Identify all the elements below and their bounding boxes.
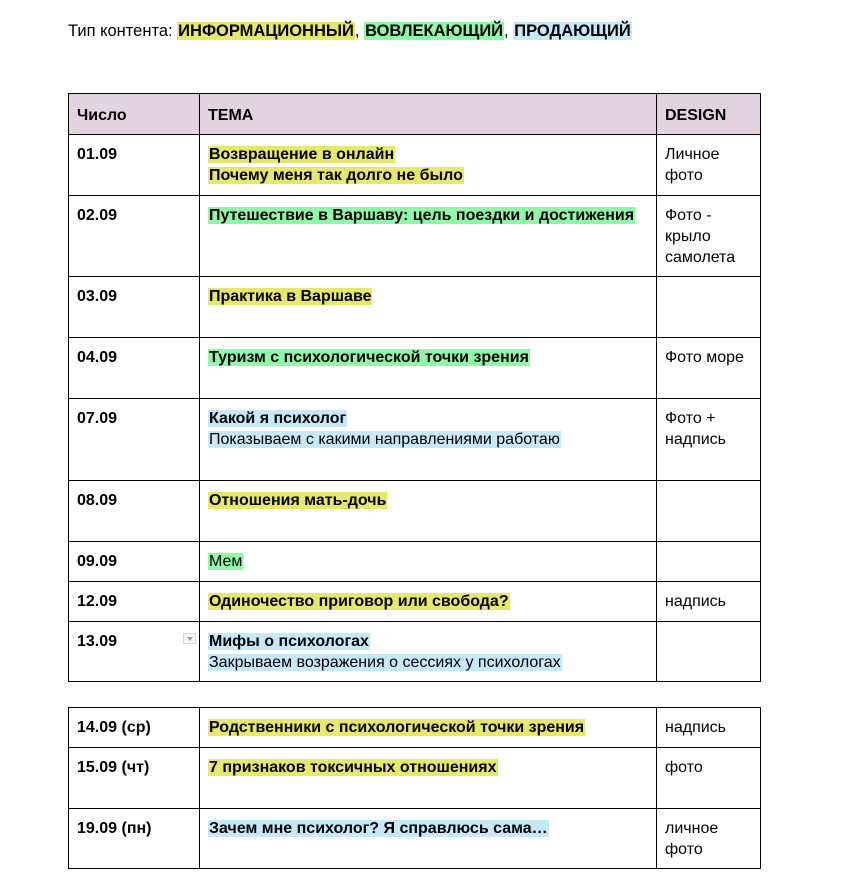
topic-title: Родственники с психологической точки зрения xyxy=(209,719,585,736)
content-plan-table xyxy=(68,93,761,682)
row-topic[interactable] xyxy=(200,196,657,277)
row-design[interactable]: надпись xyxy=(657,582,761,622)
row-date[interactable]: 09.09 xyxy=(69,542,200,582)
row-topic[interactable] xyxy=(200,708,657,748)
legend-engaging-tag: ВОВЛЕКАЮЩИЙ xyxy=(365,22,504,40)
content-type-legend xyxy=(68,20,632,42)
header-date: Число xyxy=(69,94,200,135)
row-date[interactable]: 04.09 xyxy=(69,338,200,399)
legend-separator: , xyxy=(504,22,514,40)
row-topic[interactable] xyxy=(200,399,657,481)
topic-title: Какой я психолог xyxy=(209,410,347,427)
topic-title: Туризм с психологической точки зрения xyxy=(209,349,529,366)
topic-title: Одиночество приговор или свобода? xyxy=(209,593,509,610)
row-design[interactable]: фото xyxy=(657,748,761,809)
legend-prefix: Тип контента: xyxy=(68,22,178,40)
topic-title: 7 признаков токсичных отношениях xyxy=(209,759,497,776)
row-date[interactable]: 02.09 xyxy=(69,196,200,277)
row-design[interactable] xyxy=(657,622,761,682)
table-row xyxy=(69,196,761,277)
row-design[interactable] xyxy=(657,277,761,338)
legend-separator: , xyxy=(354,22,365,40)
topic-title: Мифы о психологах xyxy=(209,633,369,650)
table-row xyxy=(69,135,761,196)
row-design[interactable]: Фото + надпись xyxy=(657,399,761,481)
row-topic[interactable] xyxy=(200,481,657,542)
topic-title: Зачем мне психолог? Я справлюсь сама… xyxy=(209,820,548,837)
row-design[interactable]: надпись xyxy=(657,708,761,748)
header-design: DESIGN xyxy=(657,94,761,135)
table-row xyxy=(69,542,761,582)
row-design[interactable] xyxy=(657,542,761,582)
row-topic[interactable] xyxy=(200,748,657,809)
topic-title: Путешествие в Варшаву: цель поездки и достижения xyxy=(209,207,635,224)
content-plan-table-2 xyxy=(68,707,761,869)
row-design[interactable]: Фото - крыло самолета xyxy=(657,196,761,277)
topic-subtitle: Мем xyxy=(209,553,243,570)
row-topic[interactable] xyxy=(200,135,657,196)
legend-selling-tag: ПРОДАЮЩИЙ xyxy=(514,22,631,40)
row-date[interactable]: 12.09 xyxy=(69,582,200,622)
table-row xyxy=(69,708,761,748)
row-date[interactable]: 14.09 (ср) xyxy=(69,708,200,748)
row-topic[interactable] xyxy=(200,338,657,399)
topic-subtitle: Закрываем возражения о сессиях у психологах xyxy=(209,654,561,671)
header-topic: ТЕМА xyxy=(200,94,657,135)
row-topic[interactable] xyxy=(200,542,657,582)
row-topic[interactable] xyxy=(200,277,657,338)
table-row xyxy=(69,809,761,869)
row-date[interactable] xyxy=(69,622,200,682)
row-date[interactable]: 19.09 (пн) xyxy=(69,809,200,869)
row-design[interactable]: личное фото xyxy=(657,809,761,869)
table-row xyxy=(69,399,761,481)
topic-title: Отношения мать-дочь xyxy=(209,492,387,509)
row-date[interactable]: 03.09 xyxy=(69,277,200,338)
table-header-row xyxy=(69,94,761,135)
row-design[interactable]: Фото море xyxy=(657,338,761,399)
table-row xyxy=(69,481,761,542)
table-row xyxy=(69,748,761,809)
table-row xyxy=(69,277,761,338)
row-date[interactable]: 08.09 xyxy=(69,481,200,542)
row-date[interactable]: 07.09 xyxy=(69,399,200,481)
row-topic[interactable] xyxy=(200,622,657,682)
row-design[interactable] xyxy=(657,481,761,542)
topic-title: Возвращение в онлайн xyxy=(209,146,395,163)
topic-title: Практика в Варшаве xyxy=(209,288,372,305)
row-date-text: 13.09 xyxy=(77,633,118,650)
legend-info-tag: ИНФОРМАЦИОННЫЙ xyxy=(178,22,354,40)
row-design[interactable]: Личное фото xyxy=(657,135,761,196)
dropdown-arrow-icon[interactable] xyxy=(183,633,196,644)
topic-title-2: Почему меня так долго не было xyxy=(209,167,463,184)
row-date[interactable]: 01.09 xyxy=(69,135,200,196)
topic-subtitle: Показываем с какими направлениями работаю xyxy=(209,431,560,448)
row-topic[interactable] xyxy=(200,809,657,869)
row-date[interactable]: 15.09 (чт) xyxy=(69,748,200,809)
table-row xyxy=(69,338,761,399)
table-row xyxy=(69,582,761,622)
row-topic[interactable] xyxy=(200,582,657,622)
table-row xyxy=(69,622,761,682)
